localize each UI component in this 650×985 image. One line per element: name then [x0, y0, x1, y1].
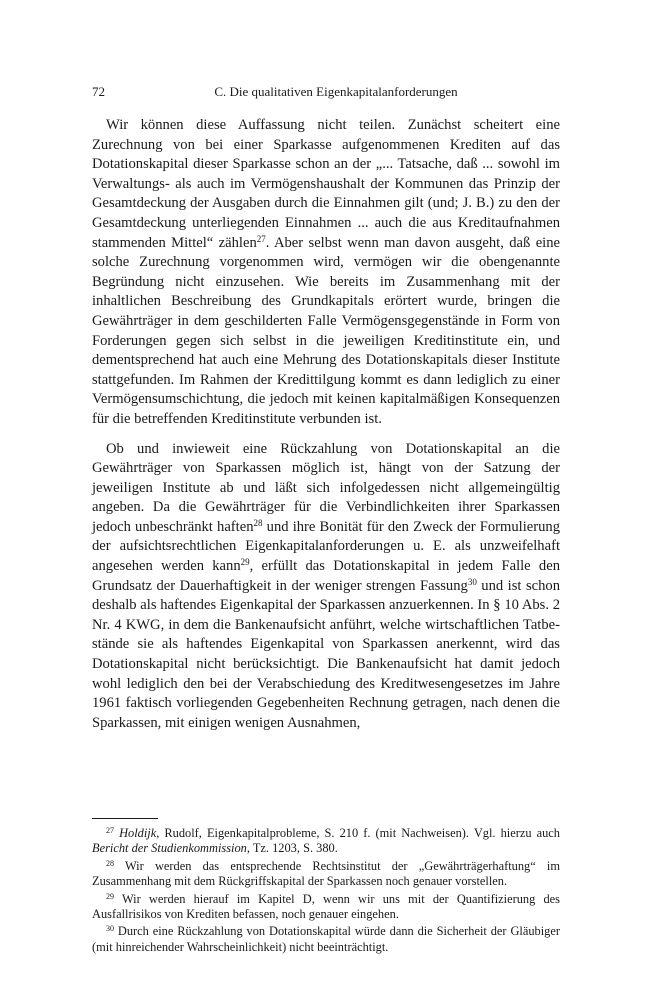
- footnote-29-text: Wir werden hierauf im Kapitel D, wenn wir uns mit der Quantifizierung des Ausfallrisikos von Krediten befassen, noch genauer eingehen.: [92, 891, 560, 922]
- footnote-27-number: 27: [106, 826, 114, 835]
- paragraph-2-text-b: und ihre Bonität für den Zweck der Formulierung der aufsichtsrechtlichen Eigenkapitalanforderungen u. E. als unzweifelhaft angesehen werden kann: [92, 518, 561, 575]
- page-number: 72: [92, 84, 105, 99]
- body-text: [92, 116, 560, 733]
- footnote-27-text-b: , Tz. 1203, S. 380.: [246, 841, 338, 856]
- footnote-30: [92, 924, 560, 955]
- paragraph-1: [92, 116, 560, 430]
- footnote-30-number: 30: [106, 924, 114, 934]
- footnote-ref-27[interactable]: 27: [256, 233, 266, 244]
- paragraph-1-text-a: Wir können diese Auffassung nicht teilen. Zunächst scheitert eine Zurechnung von bei einer Sparkasse aufgenommenen Krediten auf das Dotationskapital dieser Sparkasse schon an der „... Tatsache, daß ... sowohl im Verwaltungs- als auch im Vermögenshaushalt der Kommunen das Prinzip der Gesamtdeckung der Ausgaben durch die Einnahmen gilt (und; J. B.) zu den der Gesamtdeckung unterliegenden Einnahmen ... auch die aus Kreditaufnahmen stammenden Mittel“ zählen: [92, 117, 560, 251]
- footnotes: [92, 826, 560, 957]
- paragraph-2-text-c: , erfüllt das Dotationskapital in jedem Falle den Grundsatz der Dauerhaftigkeit in der weniger strengen Fassung: [92, 558, 561, 594]
- footnote-29: [92, 892, 560, 923]
- footnote-ref-29[interactable]: 29: [240, 557, 250, 568]
- footnote-ref-30[interactable]: 30: [467, 576, 477, 587]
- footnote-28-text: Wir werden das entsprechende Rechtsinstitut der „Gewährträgerhaftung“ im Zusammenhang mit dem Rückgriffskapital der Sparkassen noch genauer vorstellen.: [92, 858, 560, 889]
- footnote-28: [92, 859, 560, 890]
- paragraph-2-text-d: und ist schon deshalb als haftendes Eigenkapital der Sparkassen anzuerkennen. In § 10 Abs. 2 Nr. 4 KWG, in dem die Bankenaufsicht anführt, welche wirtschaftlichen Tatbestände sie als haftendes Eigenkapital von Sparkassen anerkennt, wird das Dotationskapital nicht berücksichtigt. Die Bankenaufsicht hat damit jedoch wohl lediglich den bei der Verabschiedung des Kreditwesengesetzes im Jahre 1961 faktisch vorliegenden Gegebenheiten Rechnung getragen, nach denen die Sparkassen, mit einigen wenigen Ausnahmen,: [92, 577, 560, 731]
- running-title: C. Die qualitativen Eigenkapitalanforderungen: [214, 84, 458, 99]
- footnote-27: [92, 826, 560, 857]
- footnote-27-text-a: , Rudolf, Eigenkapitalprobleme, S. 210 f. (mit Nachweisen). Vgl. hierzu auch: [156, 826, 560, 840]
- paragraph-1-text-b: . Aber selbst wenn man davon ausgeht, daß eine solche Zurechnung vorgenommen wird, vermögen wir die obengenannte Begründung nicht einzusehen. Wie bereits im Zusammenhang mit der inhaltlichen Beschreibung des Grundkapitals erörtert wurde, bringen die Gewährträger in dem geschilderten Falle Vermögensgegenstände in Form von Forderungen gegen sich selbst in die jeweiligen Kreditinstitute ein, und dementsprechend hat auch eine Mehrung des Dotationskapitals dieser Institute stattgefunden. Im Rahmen der Kredittilgung kommt es dann lediglich zu einer Vermögensumschichtung, die jedoch mit keinen kapitalmäßigen Konsequenzen für die betreffenden Kreditinstitute verbunden ist.: [92, 234, 561, 427]
- paragraph-2-text-a: Ob und inwieweit eine Rückzahlung von Dotationskapital an die Gewährträger von Sparkassen möglich ist, hängt von der Satzung der jeweiligen Institute ab und läßt sich infolgedessen nicht allgemeingültig angeben. Da die Gewährträger für die Verbindlichkeiten ihrer Sparkassen jedoch unbeschränkt haften: [92, 440, 560, 535]
- footnote-29-number: 29: [106, 891, 114, 901]
- footnote-27-author: Holdijk: [119, 826, 157, 840]
- footnote-ref-28[interactable]: 28: [253, 517, 263, 528]
- footnote-30-text: Durch eine Rückzahlung von Dotationskapital würde dann die Sicherheit der Gläubiger (mit hinreichender Wahrscheinlichkeit) nicht beeinträchtigt.: [92, 924, 560, 954]
- footnote-27-title: Bericht der Studienkommission: [92, 841, 247, 856]
- footnote-28-number: 28: [106, 858, 114, 868]
- paragraph-2: [92, 440, 560, 734]
- footnote-divider: [92, 818, 158, 819]
